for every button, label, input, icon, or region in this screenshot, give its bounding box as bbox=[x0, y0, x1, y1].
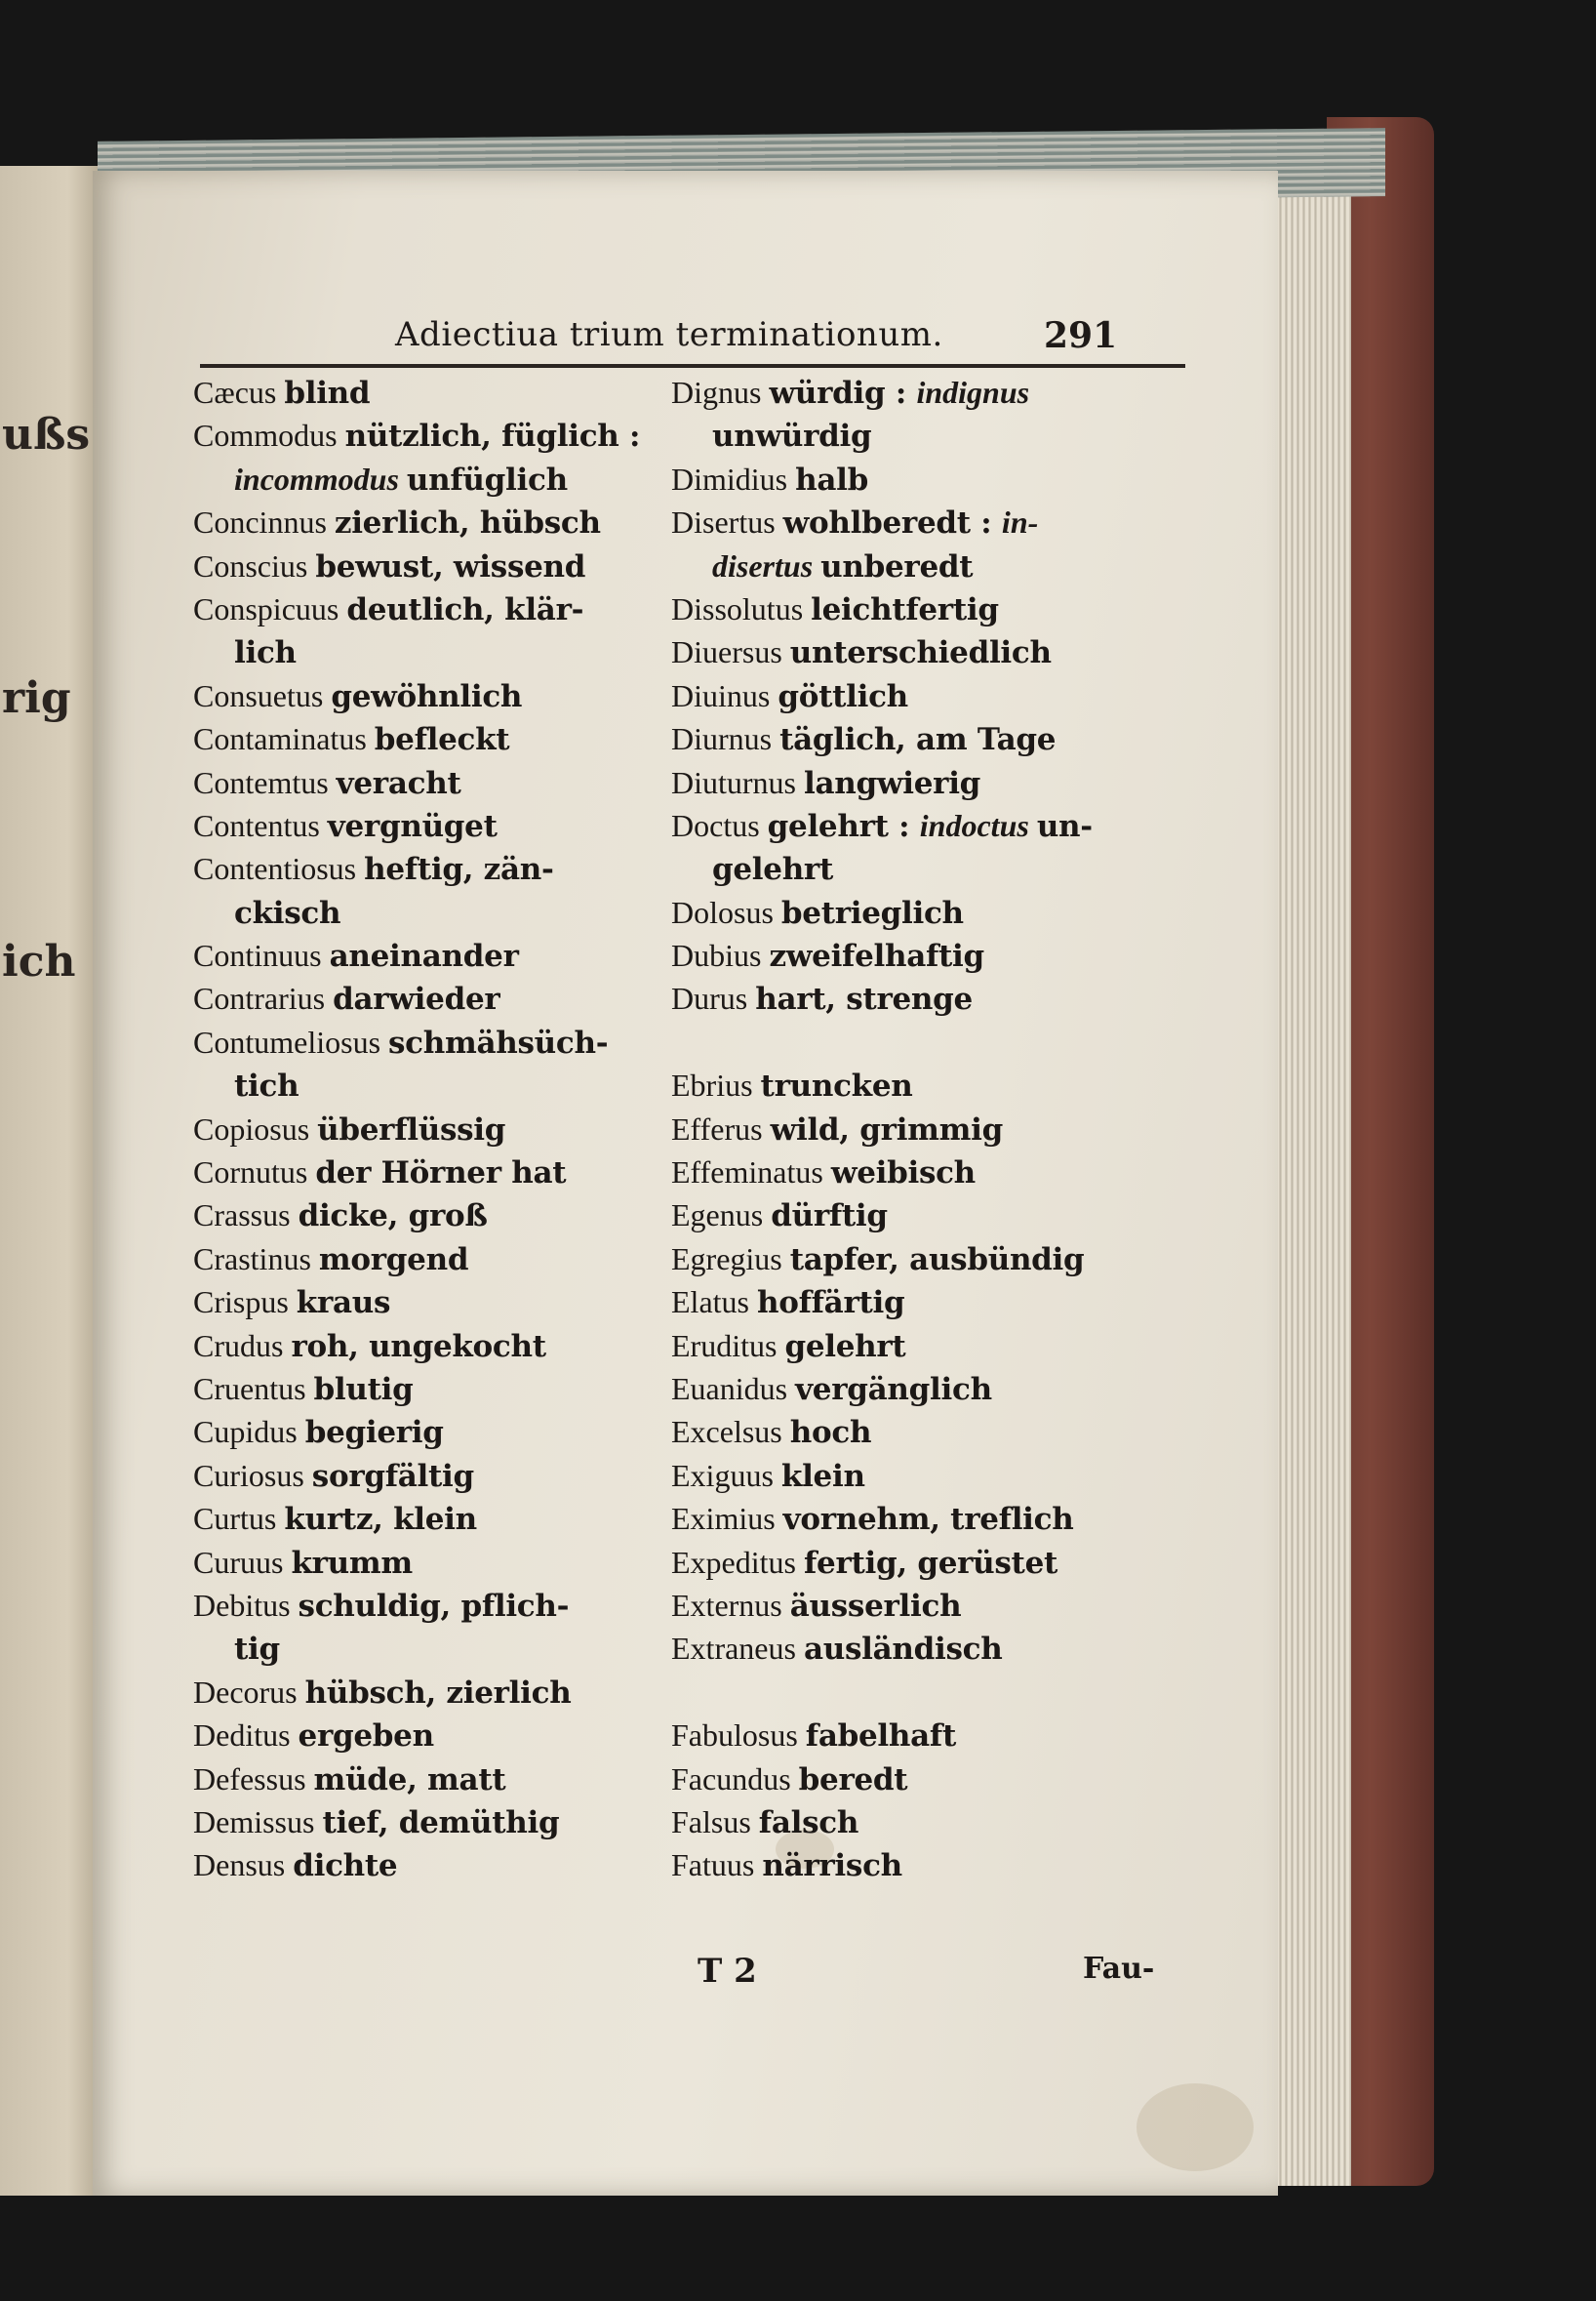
dictionary-entry bbox=[193, 1497, 652, 1540]
latin-headword: Dignus bbox=[671, 375, 770, 410]
german-gloss: schmähsüch- bbox=[388, 1025, 609, 1061]
german-gloss: tapfer, ausbündig bbox=[789, 1241, 1085, 1277]
dictionary-entry bbox=[671, 1324, 1198, 1367]
latin-headword: Ebrius bbox=[671, 1068, 761, 1104]
german-gloss: unterschiedlich bbox=[789, 635, 1052, 671]
german-gloss: würdig : bbox=[769, 376, 917, 411]
dictionary-entry bbox=[671, 1757, 1198, 1800]
dictionary-entry bbox=[193, 587, 652, 630]
german-gloss: hoch bbox=[789, 1415, 872, 1451]
dictionary-entry bbox=[671, 1497, 1198, 1540]
dictionary-entry bbox=[671, 847, 1198, 890]
german-gloss: deutlich, klär- bbox=[346, 591, 584, 627]
dictionary-entry bbox=[193, 1800, 652, 1843]
german-gloss: klein bbox=[780, 1458, 865, 1494]
latin-headword: Dissolutus bbox=[671, 590, 812, 626]
german-gloss: dichte bbox=[293, 1848, 398, 1884]
dictionary-entry bbox=[193, 761, 652, 804]
latin-headword: Curtus bbox=[193, 1501, 285, 1537]
latin-headword: Concinnus bbox=[193, 505, 335, 541]
german-gloss: müde, matt bbox=[313, 1761, 506, 1797]
dictionary-entry bbox=[671, 804, 1198, 847]
german-gloss: zierlich, hübsch bbox=[334, 505, 601, 542]
latin-headword: Egregius bbox=[671, 1240, 790, 1276]
latin-headword: Egenus bbox=[671, 1197, 772, 1233]
latin-headword: Curiosus bbox=[193, 1457, 312, 1493]
dictionary-entry bbox=[193, 1021, 652, 1064]
dictionary-entry bbox=[193, 1324, 652, 1367]
latin-italic-form: disertus bbox=[712, 547, 821, 584]
german-gloss: heftig, zän- bbox=[364, 852, 554, 888]
german-gloss: kurtz, klein bbox=[284, 1502, 477, 1538]
german-gloss: dicke, groß bbox=[298, 1198, 488, 1234]
latin-headword: Consuetus bbox=[193, 677, 332, 713]
dictionary-entry bbox=[671, 674, 1198, 717]
dictionary-entry bbox=[193, 1757, 652, 1800]
dictionary-entry bbox=[671, 1410, 1198, 1453]
catchword: Fau- bbox=[1083, 1952, 1155, 1986]
latin-headword: Deditus bbox=[193, 1717, 299, 1754]
german-gloss: überflüssig bbox=[317, 1111, 506, 1148]
latin-headword: Crassus bbox=[193, 1197, 299, 1233]
latin-headword: Decorus bbox=[193, 1674, 305, 1710]
latin-headword: Elatus bbox=[671, 1284, 757, 1320]
german-gloss: vergänglich bbox=[795, 1371, 992, 1407]
latin-headword: Cruentus bbox=[193, 1370, 314, 1406]
german-gloss: blind bbox=[284, 376, 371, 411]
section-gap bbox=[671, 1021, 1198, 1064]
dictionary-entry bbox=[193, 1671, 652, 1714]
dictionary-entry bbox=[671, 545, 1198, 587]
dictionary-entry bbox=[671, 1714, 1198, 1756]
dictionary-entry bbox=[671, 1150, 1198, 1193]
german-gloss: wild, grimmig bbox=[770, 1111, 1004, 1148]
german-gloss: gelehrt : bbox=[767, 808, 920, 844]
latin-headword: Disertus bbox=[671, 505, 783, 541]
latin-headword: Externus bbox=[671, 1587, 790, 1623]
latin-headword: Contrarius bbox=[193, 981, 334, 1017]
latin-italic-form: incommodus bbox=[234, 461, 407, 497]
running-title: Adiectiua trium terminationum. bbox=[395, 315, 943, 354]
latin-headword: Facundus bbox=[671, 1760, 799, 1796]
header-rule bbox=[200, 364, 1185, 368]
dictionary-entry bbox=[671, 1627, 1198, 1670]
latin-headword: Cornutus bbox=[193, 1154, 316, 1191]
german-gloss: truncken bbox=[760, 1069, 913, 1105]
latin-headword: Dimidius bbox=[671, 461, 796, 497]
german-gloss: begierig bbox=[304, 1415, 444, 1451]
german-gloss: der Hörner hat bbox=[315, 1155, 567, 1191]
latin-headword: Crudus bbox=[193, 1327, 292, 1363]
right-column bbox=[671, 371, 1198, 1887]
latin-headword: Conspicuus bbox=[193, 590, 347, 626]
german-gloss: beredt bbox=[798, 1761, 908, 1797]
latin-headword: Densus bbox=[193, 1847, 294, 1883]
dictionary-entry bbox=[193, 545, 652, 587]
dictionary-entry bbox=[671, 1280, 1198, 1323]
paper-stain bbox=[1137, 2083, 1254, 2171]
page-number: 291 bbox=[1044, 315, 1118, 356]
german-gloss: morgend bbox=[318, 1241, 469, 1277]
latin-headword: Effeminatus bbox=[671, 1154, 831, 1191]
german-gloss: gewöhnlich bbox=[331, 678, 523, 714]
german-gloss: tief, demüthig bbox=[322, 1804, 560, 1840]
german-gloss: hart, strenge bbox=[755, 982, 973, 1018]
latin-headword: Contaminatus bbox=[193, 721, 375, 757]
german-gloss: unfüglich bbox=[406, 462, 568, 498]
latin-headword: Commodus bbox=[193, 418, 345, 454]
german-gloss: äusserlich bbox=[789, 1588, 962, 1624]
german-gloss: hoffärtig bbox=[756, 1285, 905, 1321]
german-gloss: leichtfertig bbox=[811, 591, 999, 627]
german-gloss: wohlberedt : bbox=[782, 505, 1002, 542]
latin-headword: Durus bbox=[671, 981, 756, 1017]
latin-headword: Dolosus bbox=[671, 894, 781, 930]
dictionary-entry bbox=[193, 1454, 652, 1497]
dictionary-entry bbox=[671, 1237, 1198, 1280]
german-gloss: unwürdig bbox=[712, 419, 872, 455]
german-gloss: sorgfältig bbox=[311, 1458, 474, 1494]
german-gloss: vornehm, treflich bbox=[782, 1502, 1074, 1538]
latin-italic-form: indoctus bbox=[919, 807, 1037, 843]
latin-headword: Fabulosus bbox=[671, 1717, 806, 1754]
german-gloss: nützlich, füglich : bbox=[344, 419, 641, 455]
left-margin-fragment: ußs bbox=[2, 410, 91, 460]
german-gloss: betrieglich bbox=[780, 895, 964, 931]
dictionary-entry bbox=[671, 1454, 1198, 1497]
dictionary-entry bbox=[671, 934, 1198, 977]
latin-italic-form: in- bbox=[1001, 505, 1039, 541]
dictionary-entry bbox=[193, 1280, 652, 1323]
german-gloss: vergnüget bbox=[327, 808, 498, 844]
german-gloss: fabelhaft bbox=[805, 1718, 956, 1755]
latin-headword: Fatuus bbox=[671, 1847, 763, 1883]
latin-headword: Extraneus bbox=[671, 1631, 804, 1667]
dictionary-entry bbox=[671, 501, 1198, 544]
german-gloss: täglich, am Tage bbox=[779, 722, 1057, 758]
german-gloss: tig bbox=[234, 1632, 280, 1668]
latin-headword: Cæcus bbox=[193, 375, 285, 410]
latin-headword: Euanidus bbox=[671, 1370, 796, 1406]
latin-headword: Expeditus bbox=[671, 1544, 804, 1580]
latin-headword: Curuus bbox=[193, 1544, 292, 1580]
signature-mark: T 2 bbox=[698, 1952, 757, 1991]
dictionary-entry bbox=[193, 977, 652, 1020]
dictionary-entry bbox=[193, 630, 652, 673]
latin-headword: Falsus bbox=[671, 1803, 759, 1839]
dictionary-entry bbox=[193, 501, 652, 544]
latin-headword: Efferus bbox=[671, 1110, 771, 1147]
german-gloss: veracht bbox=[336, 765, 461, 801]
dictionary-entry bbox=[671, 1800, 1198, 1843]
german-gloss: lich bbox=[234, 635, 297, 671]
german-gloss: roh, ungekocht bbox=[291, 1328, 546, 1364]
dictionary-entry bbox=[193, 1714, 652, 1756]
latin-headword: Doctus bbox=[671, 807, 768, 843]
dictionary-entry bbox=[671, 1193, 1198, 1236]
left-margin-fragment: ich bbox=[2, 937, 76, 987]
german-gloss: ausländisch bbox=[803, 1632, 1003, 1668]
dictionary-entry bbox=[671, 1584, 1198, 1627]
dictionary-entry bbox=[193, 1541, 652, 1584]
german-gloss: blutig bbox=[313, 1371, 414, 1407]
latin-headword: Contumeliosus bbox=[193, 1024, 389, 1060]
left-column bbox=[193, 371, 652, 1887]
latin-headword: Defessus bbox=[193, 1760, 314, 1796]
left-margin-fragment: rig bbox=[2, 673, 71, 723]
dictionary-entry bbox=[671, 1541, 1198, 1584]
german-gloss: zweifelhaftig bbox=[769, 939, 984, 975]
german-gloss: ckisch bbox=[234, 895, 341, 931]
dictionary-entry bbox=[193, 1843, 652, 1886]
dictionary-entry bbox=[193, 1237, 652, 1280]
dictionary-entry bbox=[193, 934, 652, 977]
latin-headword: Contentus bbox=[193, 807, 328, 843]
german-gloss: ergeben bbox=[298, 1718, 434, 1755]
latin-headword: Diurnus bbox=[671, 721, 780, 757]
facing-page-left bbox=[0, 166, 100, 2196]
dictionary-entry bbox=[193, 1108, 652, 1150]
german-gloss: langwierig bbox=[804, 765, 981, 801]
latin-headword: Crispus bbox=[193, 1284, 297, 1320]
dictionary-entry bbox=[671, 630, 1198, 673]
dictionary-entry bbox=[671, 414, 1198, 457]
german-gloss: tich bbox=[234, 1069, 299, 1105]
latin-headword: Diuersus bbox=[671, 634, 790, 670]
dictionary-entry bbox=[193, 891, 652, 934]
german-gloss: närrisch bbox=[762, 1848, 902, 1884]
dictionary-entry bbox=[671, 1367, 1198, 1410]
dictionary-entry bbox=[193, 1627, 652, 1670]
german-gloss: gelehrt bbox=[712, 852, 833, 888]
latin-headword: Eximius bbox=[671, 1501, 783, 1537]
dictionary-entry bbox=[193, 414, 652, 457]
dictionary-entry bbox=[671, 717, 1198, 760]
dictionary-entry bbox=[193, 1064, 652, 1107]
german-gloss: weibisch bbox=[830, 1155, 976, 1191]
german-gloss: krumm bbox=[291, 1545, 413, 1581]
dictionary-entry bbox=[193, 1150, 652, 1193]
dictionary-entry bbox=[193, 674, 652, 717]
german-gloss: fertig, gerüstet bbox=[803, 1545, 1058, 1581]
dictionary-entry bbox=[193, 1584, 652, 1627]
german-gloss: befleckt bbox=[374, 722, 510, 758]
latin-headword: Exiguus bbox=[671, 1457, 781, 1493]
dictionary-entry bbox=[193, 804, 652, 847]
dictionary-entry bbox=[671, 1108, 1198, 1150]
dictionary-entry bbox=[193, 371, 652, 414]
dictionary-entry bbox=[193, 1367, 652, 1410]
dictionary-entry bbox=[671, 458, 1198, 501]
dictionary-entry bbox=[671, 587, 1198, 630]
dictionary-entry bbox=[193, 1193, 652, 1236]
german-gloss: kraus bbox=[296, 1285, 391, 1321]
latin-headword: Cupidus bbox=[193, 1414, 305, 1450]
german-gloss: un- bbox=[1036, 808, 1093, 844]
latin-headword: Contemtus bbox=[193, 764, 337, 800]
dictionary-entry bbox=[671, 371, 1198, 414]
dictionary-entry bbox=[671, 761, 1198, 804]
german-gloss: hübsch, zierlich bbox=[304, 1675, 572, 1711]
latin-headword: Copiosus bbox=[193, 1110, 318, 1147]
latin-headword: Diuinus bbox=[671, 677, 778, 713]
german-gloss: dürftig bbox=[771, 1198, 888, 1234]
latin-headword: Conscius bbox=[193, 547, 316, 584]
latin-headword: Diuturnus bbox=[671, 764, 804, 800]
dictionary-entry bbox=[671, 891, 1198, 934]
german-gloss: unberedt bbox=[820, 548, 974, 585]
german-gloss: falsch bbox=[758, 1804, 859, 1840]
book-page bbox=[93, 171, 1278, 2196]
dictionary-entry bbox=[193, 1410, 652, 1453]
dictionary-entry bbox=[193, 847, 652, 890]
dictionary-entry bbox=[193, 717, 652, 760]
latin-headword: Dubius bbox=[671, 938, 770, 974]
latin-headword: Continuus bbox=[193, 938, 330, 974]
latin-headword: Debitus bbox=[193, 1587, 299, 1623]
dictionary-entry bbox=[671, 1843, 1198, 1886]
latin-italic-form: indignus bbox=[916, 375, 1030, 410]
latin-headword: Contentiosus bbox=[193, 851, 365, 887]
german-gloss: göttlich bbox=[778, 678, 908, 714]
latin-headword: Demissus bbox=[193, 1803, 323, 1839]
section-gap bbox=[671, 1671, 1198, 1714]
german-gloss: halb bbox=[795, 462, 869, 498]
german-gloss: darwieder bbox=[333, 982, 500, 1018]
german-gloss: schuldig, pflich- bbox=[298, 1588, 570, 1624]
german-gloss: aneinander bbox=[329, 939, 519, 975]
dictionary-entry bbox=[193, 458, 652, 501]
german-gloss: gelehrt bbox=[784, 1328, 906, 1364]
german-gloss: bewust, wissend bbox=[315, 548, 586, 585]
latin-headword: Crastinus bbox=[193, 1240, 319, 1276]
dictionary-entry bbox=[671, 1064, 1198, 1107]
dictionary-entry bbox=[671, 977, 1198, 1020]
latin-headword: Excelsus bbox=[671, 1414, 790, 1450]
latin-headword: Eruditus bbox=[671, 1327, 785, 1363]
